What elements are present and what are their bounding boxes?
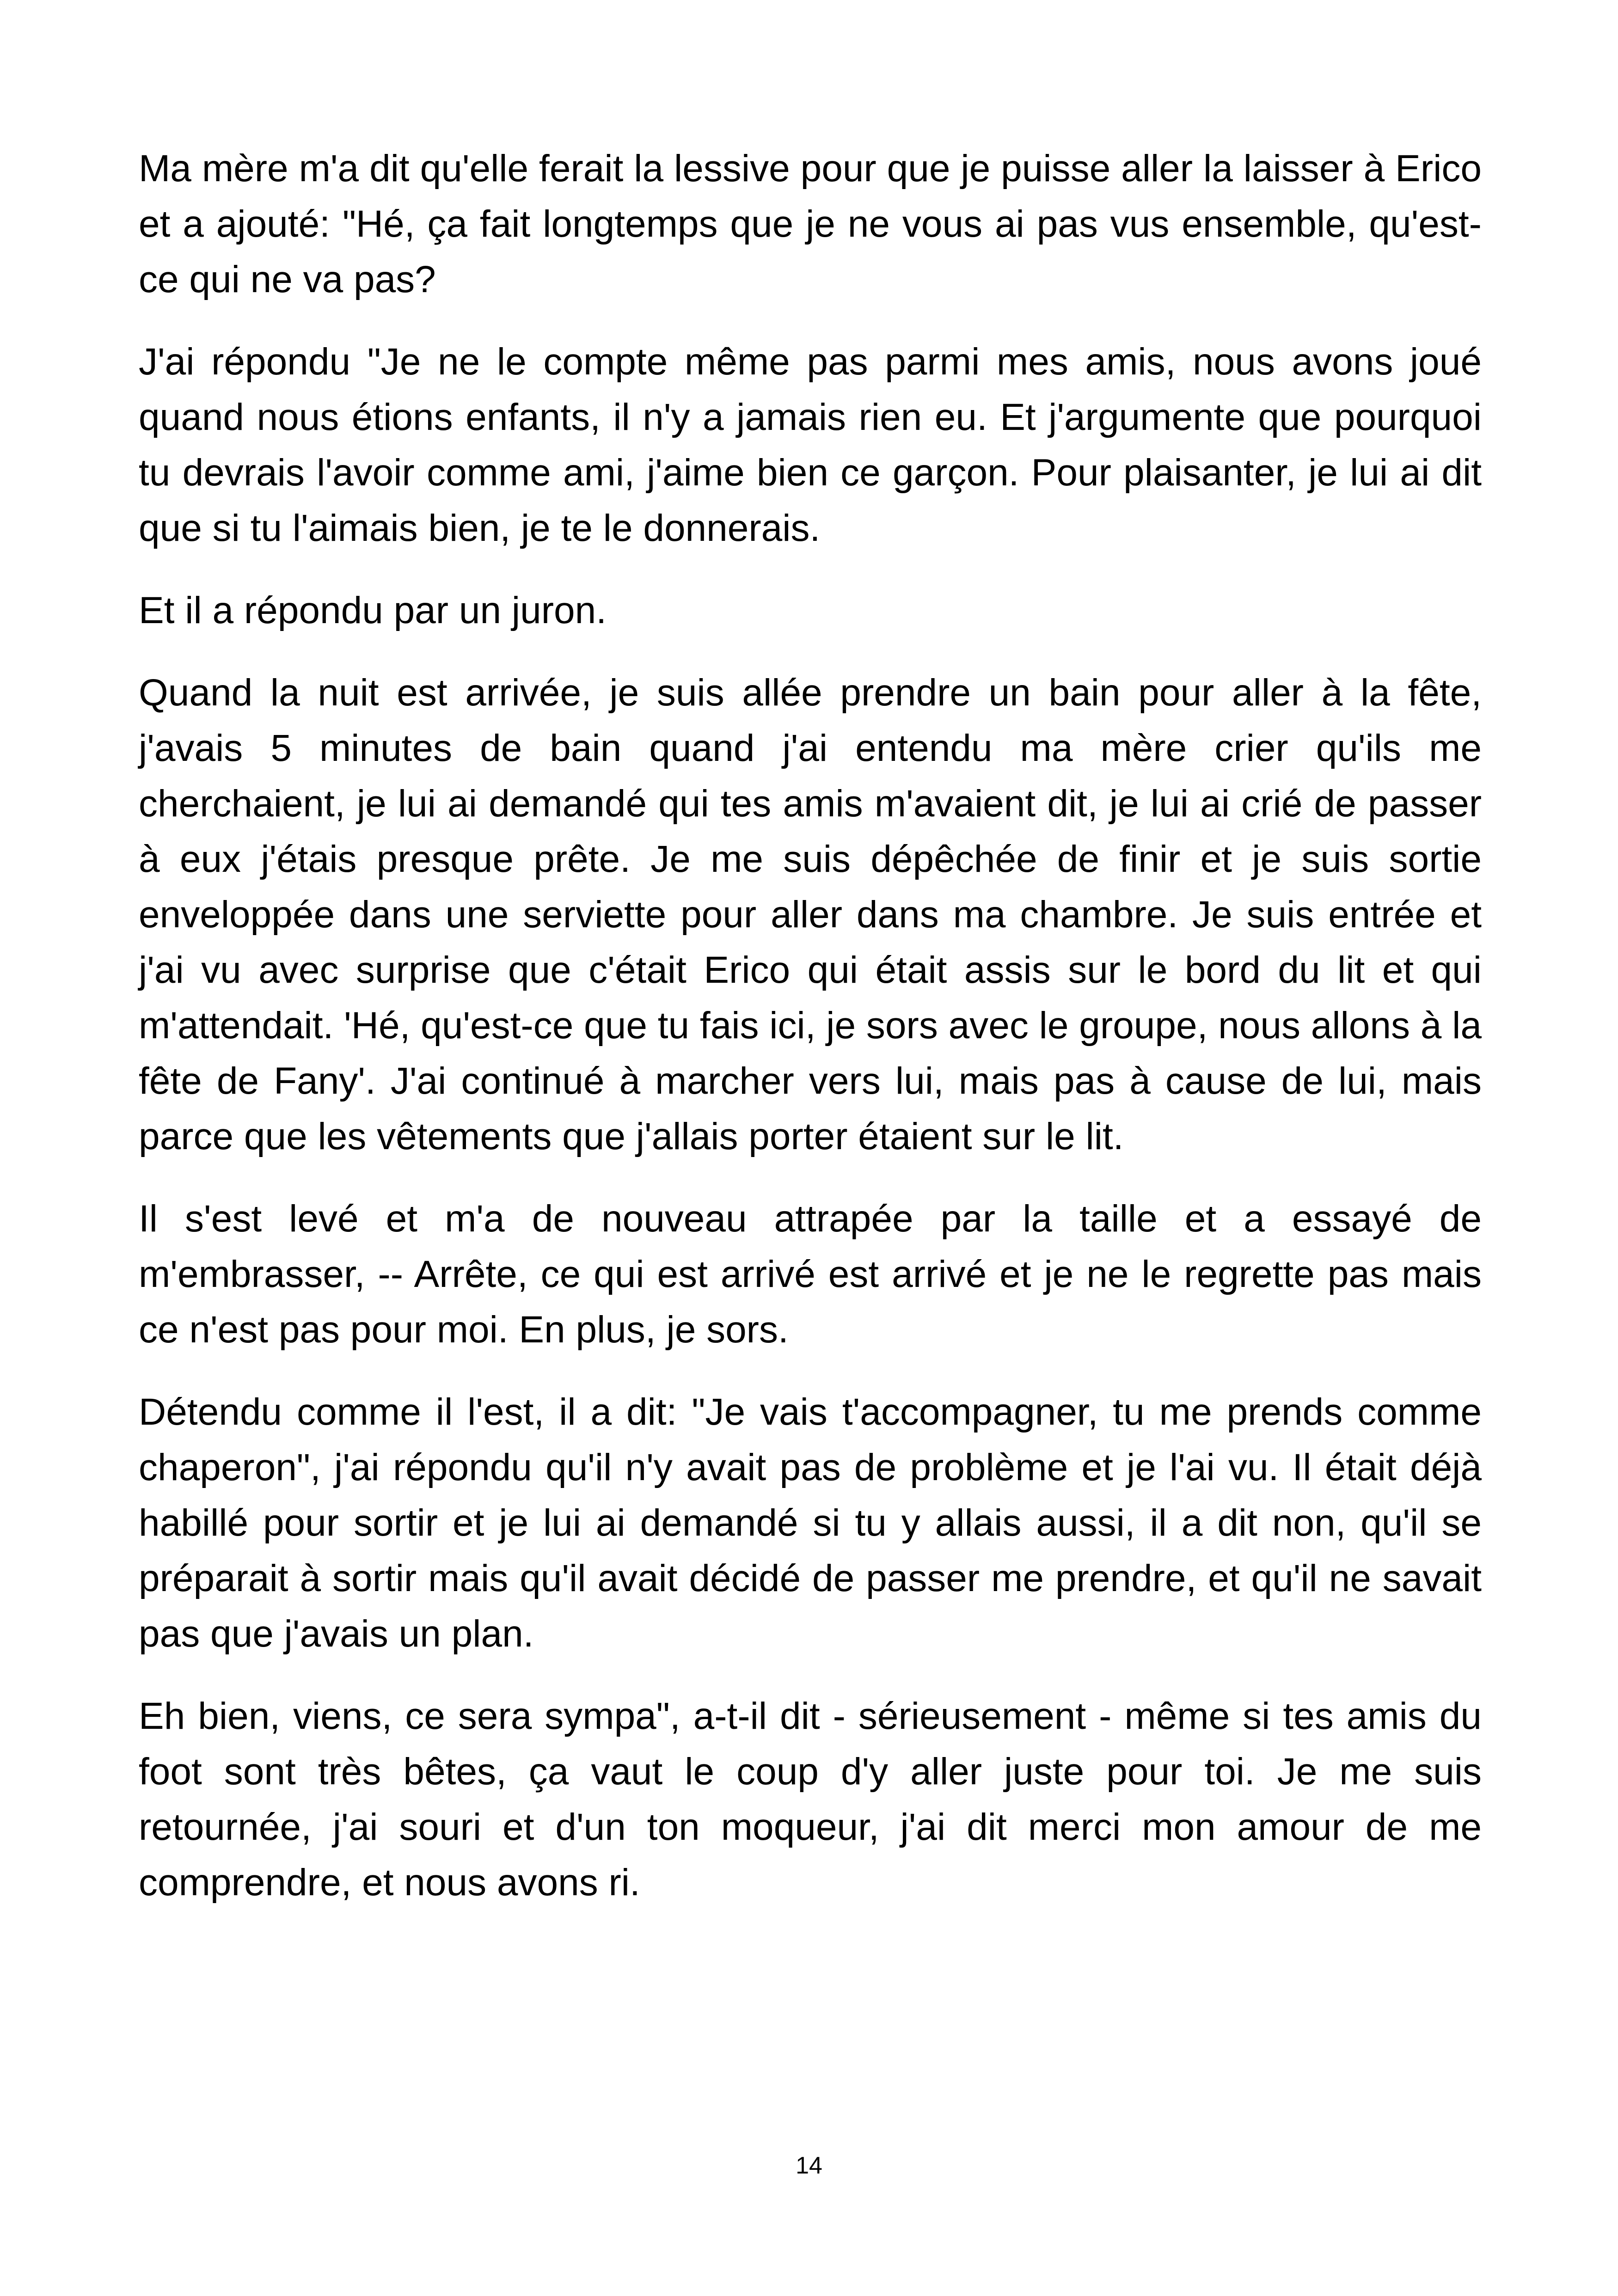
paragraph-3: Et il a répondu par un juron. — [139, 589, 607, 631]
paragraph-7: Eh bien, viens, ce sera sympa", a-t-il dit - sérieusement - même si tes amis du foot sont très bêtes, ça vaut le coup d'y aller juste pour toi. Je me suis retournée, j'ai souri et d'un ton moqueur, j'ai dit merci mon amour de me comprendre, et nous avons ri. — [139, 1695, 1482, 1904]
paragraph-1: Ma mère m'a dit qu'elle ferait la lessive pour que je puisse aller la laisser à Erico et a ajouté: "Hé, ça fait longtemps que je ne vous ai pas vus ensemble, qu'est-ce qui ne va pas? — [139, 147, 1482, 300]
paragraph-2: J'ai répondu "Je ne le compte même pas parmi mes amis, nous avons joué quand nous étions enfants, il n'y a jamais rien eu. Et j'argumente que pourquoi tu devrais l'avoir comme ami, j'aime bien ce garçon. Pour plaisanter, je lui ai dit que si tu l'aimais bien, je te le donnerais. — [139, 341, 1482, 549]
body-text — [139, 141, 1482, 1937]
paragraph-4: Quand la nuit est arrivée, je suis allée prendre un bain pour aller à la fête, j'avais 5 minutes de bain quand j'ai entendu ma mère crier qu'ils me cherchaient, je lui ai demandé qui tes amis m'avaient dit, je lui ai crié de passer à eux j'étais presque prête. Je me suis dépêchée de finir et je suis sortie enveloppée dans une serviette pour aller dans ma chambre. Je suis entrée et j'ai vu avec surprise que c'était Erico qui était assis sur le bord du lit et qui m'attendait. 'Hé, qu'est-ce que tu fais ici, je sors avec le groupe, nous allons à la fête de Fany'. J'ai continué à marcher vers lui, mais pas à cause de lui, mais parce que les vêtements que j'allais porter étaient sur le lit. — [139, 672, 1482, 1157]
paragraph-6: Détendu comme il l'est, il a dit: "Je vais t'accompagner, tu me prends comme chaperon", j'ai répondu qu'il n'y avait pas de problème et je l'ai vu. Il était déjà habillé pour sortir et je lui ai demandé si tu y allais aussi, il a dit non, qu'il se préparait à sortir mais qu'il avait décidé de passer me prendre, et qu'il ne savait pas que j'avais un plan. — [139, 1391, 1482, 1655]
page-number: 14 — [796, 2152, 822, 2179]
paragraph-5: Il s'est levé et m'a de nouveau attrapée par la taille et a essayé de m'embrasser, -- Arrête, ce qui est arrivé est arrivé et je ne le regrette pas mais ce n'est pas pour moi. En plus, je sors. — [139, 1198, 1482, 1351]
